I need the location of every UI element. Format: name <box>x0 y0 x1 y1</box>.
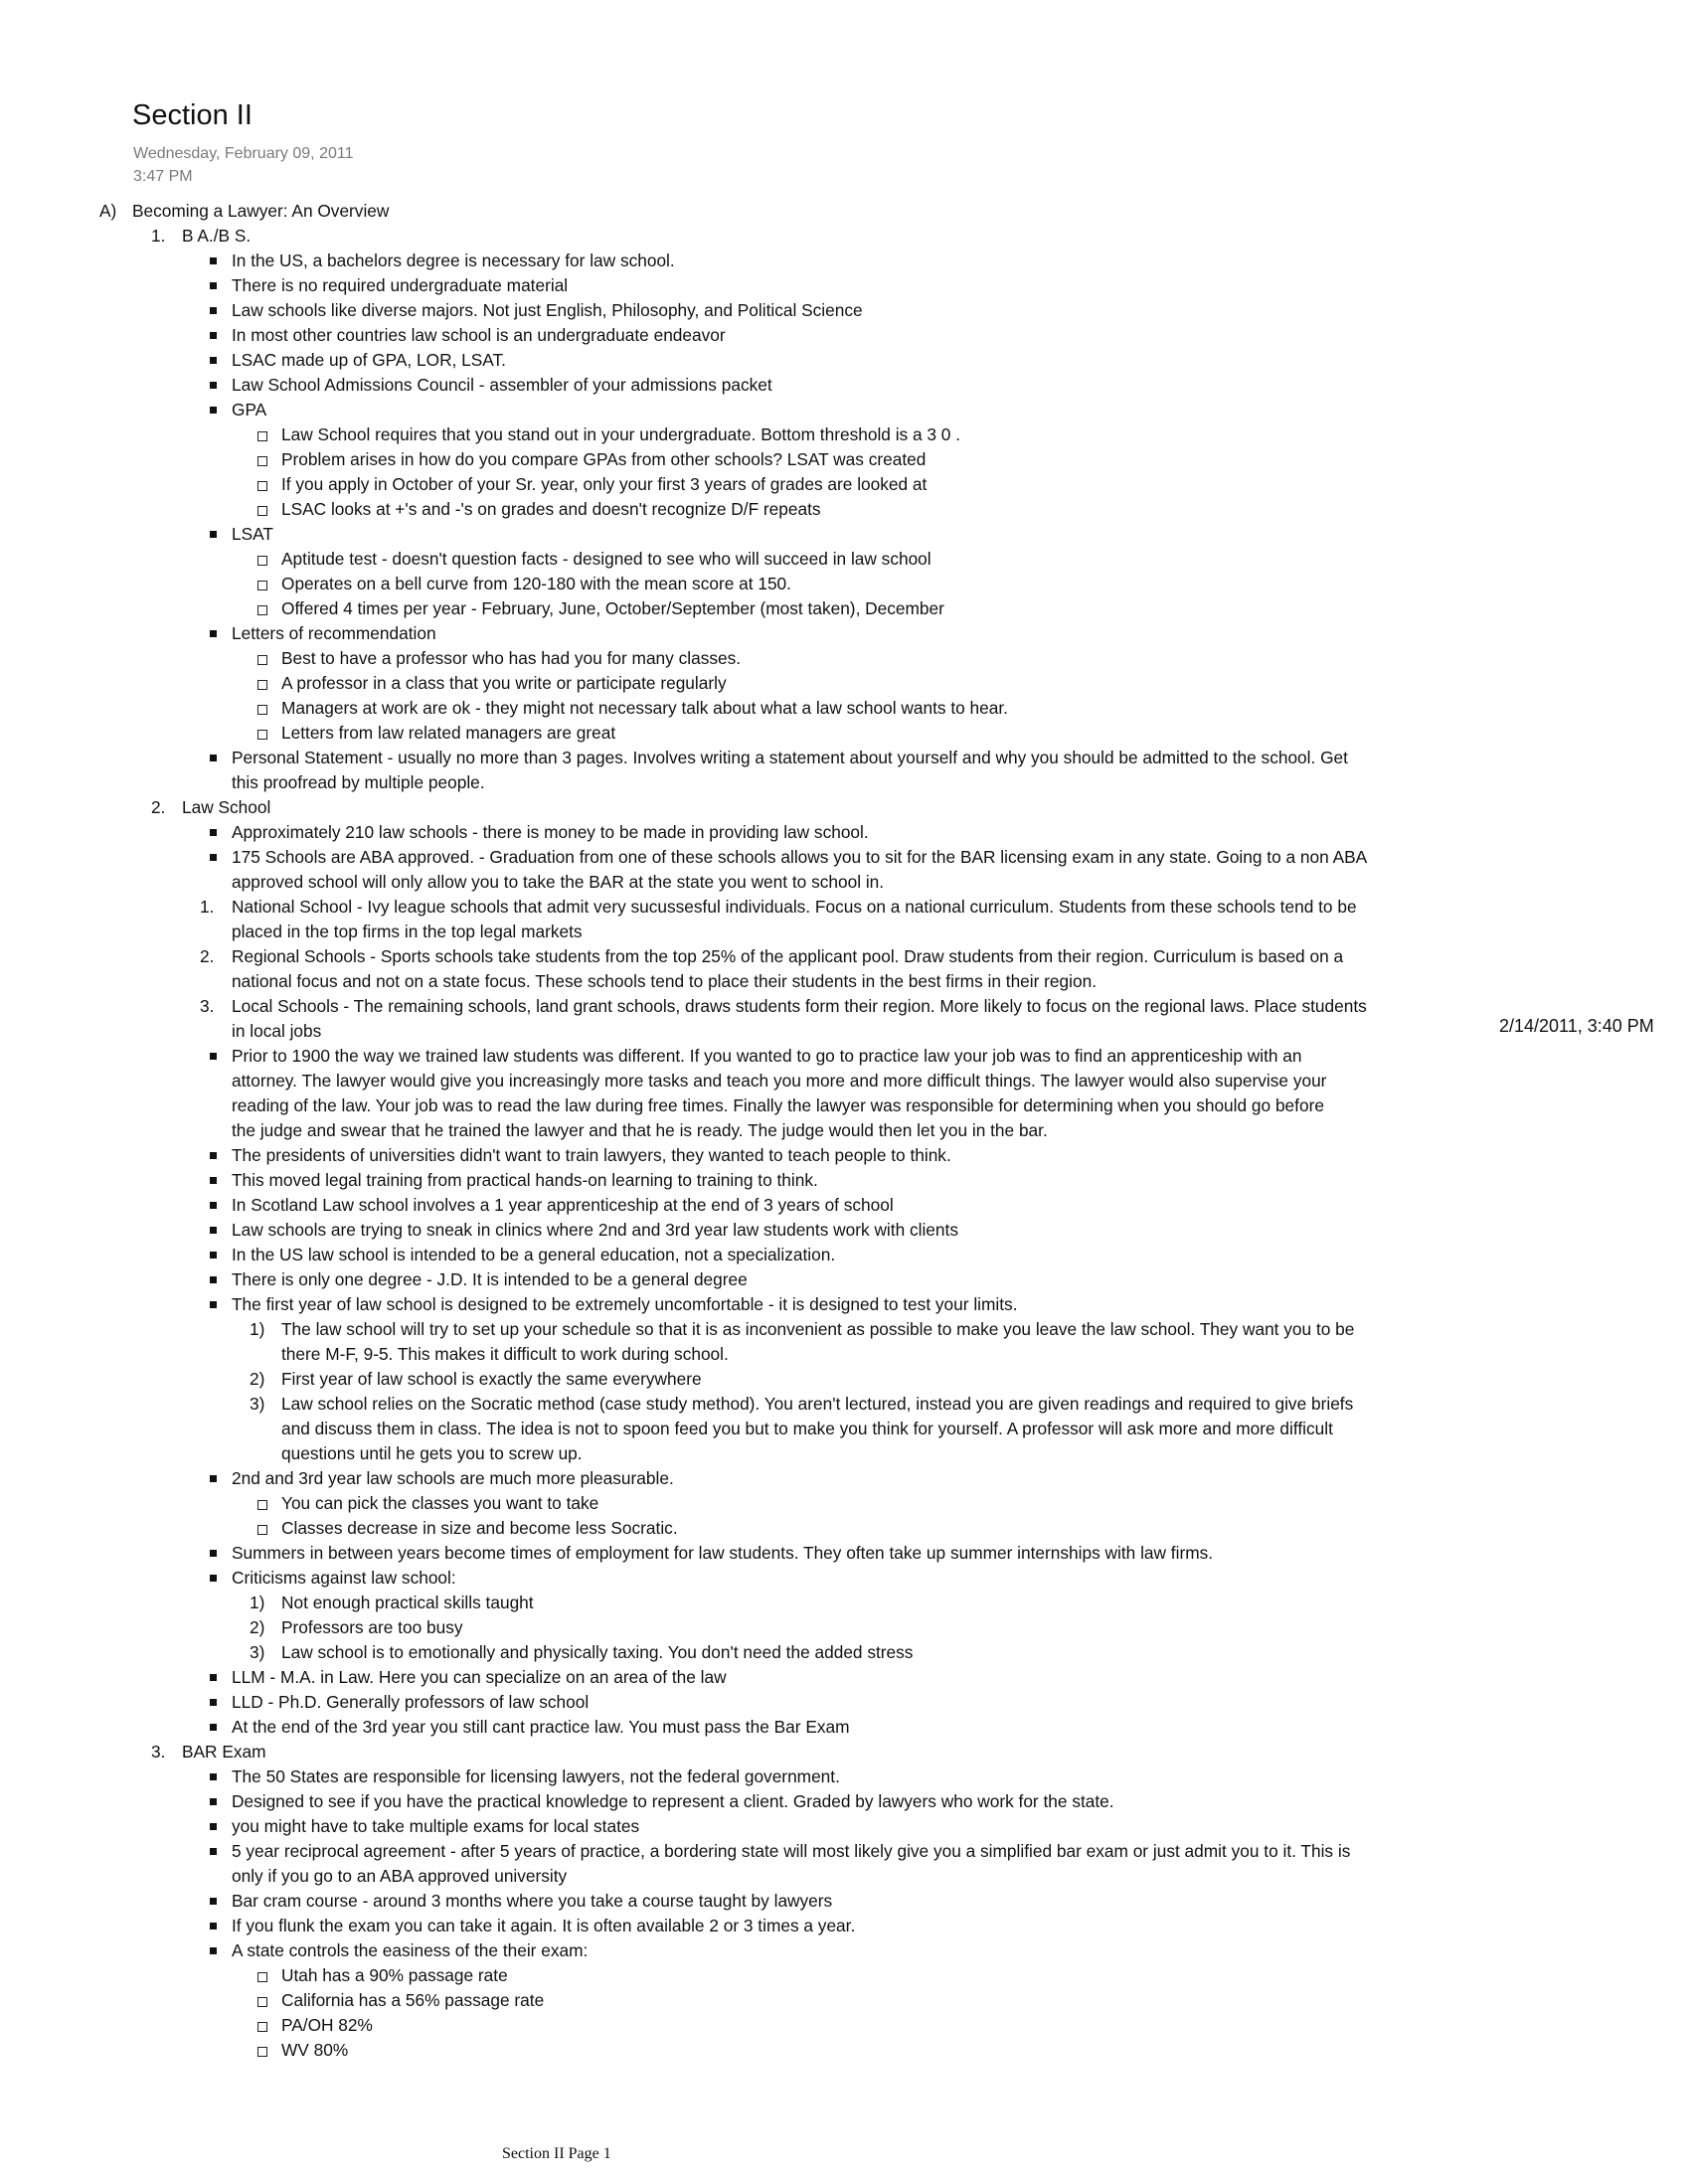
outline-line: Criticisms against law school: <box>232 1568 456 1588</box>
outline-line: At the end of the 3rd year you still cant practice law. You must pass the Bar Exam <box>232 1717 850 1737</box>
square-bullet-icon <box>210 854 217 861</box>
square-bullet-icon <box>210 1202 217 1209</box>
list-marker: 2) <box>250 1369 265 1389</box>
square-bullet-icon <box>210 1699 217 1706</box>
outline-line: Law schools like diverse majors. Not just English, Philosophy, and Political Science <box>232 300 863 320</box>
square-bullet-icon <box>210 1923 217 1930</box>
outline-line: Aptitude test - doesn't question facts - designed to see who will succeed in law school <box>281 549 931 569</box>
outline-line: there M-F, 9-5. This makes it difficult to work during school. <box>281 1344 729 1364</box>
outline-line: A state controls the easiness of the their exam: <box>232 1940 589 1960</box>
list-marker: 2. <box>200 946 215 966</box>
outline-line: There is only one degree - J.D. It is intended to be a general degree <box>232 1269 748 1289</box>
square-bullet-icon <box>210 1475 217 1482</box>
empty-box-bullet-icon <box>257 1525 267 1535</box>
square-bullet-icon <box>210 357 217 364</box>
list-marker: 2) <box>250 1617 265 1637</box>
outline-line: you might have to take multiple exams for local states <box>232 1816 640 1836</box>
list-marker: 3) <box>250 1642 265 1662</box>
outline-line: 2nd and 3rd year law schools are much more pleasurable. <box>232 1468 674 1488</box>
outline-line: placed in the top firms in the top legal markets <box>232 922 583 941</box>
outline-line: In the US, a bachelors degree is necessary for law school. <box>232 251 675 270</box>
outline-line: Not enough practical skills taught <box>281 1593 534 1612</box>
edit-timestamp: 2/14/2011, 3:40 PM <box>1499 1016 1654 1036</box>
outline-line: and discuss them in class. The idea is not to spoon feed you but to make you think for yourself. A professor will ask more and more difficult <box>281 1419 1333 1438</box>
page-title: Section II <box>132 99 253 131</box>
outline-line: Law School Admissions Council - assembler of your admissions packet <box>232 375 772 395</box>
list-marker: 1) <box>250 1319 265 1339</box>
square-bullet-icon <box>210 1575 217 1582</box>
outline-line: Problem arises in how do you compare GPAs from other schools? LSAT was created <box>281 449 927 469</box>
page-footer: Section II Page 1 <box>502 2145 611 2162</box>
outline-line: California has a 56% passage rate <box>281 1990 545 2010</box>
outline-line: Best to have a professor who has had you for many classes. <box>281 648 742 668</box>
list-marker: 3. <box>200 996 215 1016</box>
empty-box-bullet-icon <box>257 481 267 491</box>
square-bullet-icon <box>210 407 217 414</box>
square-bullet-icon <box>210 755 217 761</box>
outline-line: In most other countries law school is an undergraduate endeavor <box>232 325 726 345</box>
square-bullet-icon <box>210 332 217 339</box>
outline-line: approved school will only allow you to take the BAR at the state you went to school in. <box>232 872 885 892</box>
square-bullet-icon <box>210 1276 217 1283</box>
outline-line: In the US law school is intended to be a general education, not a specialization. <box>232 1245 836 1264</box>
outline-line: LSAT <box>232 524 273 544</box>
outline-line: Designed to see if you have the practical knowledge to represent a client. Graded by lawyers who work for the state. <box>232 1791 1114 1811</box>
empty-box-bullet-icon <box>257 581 267 590</box>
outline-line: PA/OH 82% <box>281 2015 373 2035</box>
outline-line: There is no required undergraduate material <box>232 275 569 295</box>
outline-line: Professors are too busy <box>281 1617 463 1637</box>
outline-line: Law School <box>182 797 271 817</box>
empty-box-bullet-icon <box>257 1997 267 2007</box>
square-bullet-icon <box>210 1773 217 1780</box>
square-bullet-icon <box>210 1724 217 1731</box>
outline-line: Prior to 1900 the way we trained law students was different. If you wanted to go to practice law your job was to find an apprenticeship with an <box>232 1046 1302 1066</box>
outline-line: WV 80% <box>281 2040 349 2060</box>
list-marker: 3. <box>151 1742 166 1762</box>
outline-line: attorney. The lawyer would give you increasingly more tasks and teach you more and more difficult things. The lawyer would also supervise your <box>232 1071 1327 1091</box>
outline-line: Personal Statement - usually no more than 3 pages. Involves writing a statement about yourself and why you should be admitted to the school. Get <box>232 748 1348 767</box>
outline-line: LLD - Ph.D. Generally professors of law school <box>232 1692 590 1712</box>
outline-line: only if you go to an ABA approved university <box>232 1866 568 1886</box>
outline-line: Operates on a bell curve from 120-180 with the mean score at 150. <box>281 574 791 593</box>
square-bullet-icon <box>210 1252 217 1259</box>
square-bullet-icon <box>210 1053 217 1060</box>
square-bullet-icon <box>210 1227 217 1234</box>
square-bullet-icon <box>210 257 217 264</box>
outline-line: this proofread by multiple people. <box>232 772 485 792</box>
outline-line: 5 year reciprocal agreement - after 5 years of practice, a bordering state will most likely give you a simplified bar exam or just admit you to it. This is <box>232 1841 1351 1861</box>
outline-line: Local Schools - The remaining schools, land grant schools, draws students form their region. More likely to focus on the regional laws. Place students <box>232 996 1367 1016</box>
outline-line: Letters of recommendation <box>232 623 436 643</box>
square-bullet-icon <box>210 1798 217 1805</box>
list-marker: 3) <box>250 1394 265 1414</box>
outline-line: The 50 States are responsible for licensing lawyers, not the federal government. <box>232 1766 840 1786</box>
list-marker: 2. <box>151 797 166 817</box>
square-bullet-icon <box>210 382 217 389</box>
empty-box-bullet-icon <box>257 556 267 566</box>
outline-line: Law schools are trying to sneak in clinics where 2nd and 3rd year law students work with clients <box>232 1220 958 1240</box>
square-bullet-icon <box>210 1550 217 1557</box>
empty-box-bullet-icon <box>257 680 267 690</box>
list-marker: 1. <box>151 226 166 246</box>
outline-line: This moved legal training from practical hands-on learning to training to think. <box>232 1170 818 1190</box>
outline-line: B A./B S. <box>182 226 252 246</box>
square-bullet-icon <box>210 1674 217 1681</box>
outline-line: Managers at work are ok - they might not necessary talk about what a law school wants to hear. <box>281 698 1008 718</box>
empty-box-bullet-icon <box>257 456 267 466</box>
outline-line: Law school relies on the Socratic method (case study method). You aren't lectured, instead you are given readings and required to give briefs <box>281 1394 1354 1414</box>
outline-line: national focus and not on a state focus. These schools tend to place their students in the best firms in their region. <box>232 971 1098 991</box>
outline-line: In Scotland Law school involves a 1 year apprenticeship at the end of 3 years of school <box>232 1195 894 1215</box>
square-bullet-icon <box>210 829 217 836</box>
square-bullet-icon <box>210 1848 217 1855</box>
outline-line: If you apply in October of your Sr. year, only your first 3 years of grades are looked at <box>281 474 928 494</box>
empty-box-bullet-icon <box>257 655 267 665</box>
outline-line: Bar cram course - around 3 months where you take a course taught by lawyers <box>232 1891 833 1911</box>
empty-box-bullet-icon <box>257 730 267 740</box>
empty-box-bullet-icon <box>257 506 267 516</box>
outline-line: Law school is to emotionally and physically taxing. You don't need the added stress <box>281 1642 914 1662</box>
outline-line: GPA <box>232 400 267 420</box>
outline-line: Regional Schools - Sports schools take students from the top 25% of the applicant pool. Draw students from their region. Curriculum is based on a <box>232 946 1344 966</box>
square-bullet-icon <box>210 630 217 637</box>
empty-box-bullet-icon <box>257 1500 267 1510</box>
outline-line: 175 Schools are ABA approved. - Graduation from one of these schools allows you to sit for the BAR licensing exam in any state. Going to a non ABA <box>232 847 1368 867</box>
empty-box-bullet-icon <box>257 2047 267 2057</box>
outline-line: Utah has a 90% passage rate <box>281 1965 508 1985</box>
empty-box-bullet-icon <box>257 1972 267 1982</box>
square-bullet-icon <box>210 1301 217 1308</box>
square-bullet-icon <box>210 1898 217 1905</box>
outline-line: reading of the law. Your job was to read the law during free times. Finally the lawyer was responsible for determining when you should go before <box>232 1095 1324 1115</box>
outline-line: Law School requires that you stand out in your undergraduate. Bottom threshold is a 3 0 . <box>281 424 961 444</box>
outline-line: Approximately 210 law schools - there is money to be made in providing law school. <box>232 822 869 842</box>
square-bullet-icon <box>210 282 217 289</box>
outline-line: First year of law school is exactly the same everywhere <box>281 1369 702 1389</box>
square-bullet-icon <box>210 307 217 314</box>
outline-line: The presidents of universities didn't want to train lawyers, they wanted to teach people to think. <box>232 1145 951 1165</box>
outline-line: The first year of law school is designed to be extremely uncomfortable - it is designed to test your limits. <box>232 1294 1018 1314</box>
outline-line: If you flunk the exam you can take it again. It is often available 2 or 3 times a year. <box>232 1916 856 1935</box>
outline-line: Offered 4 times per year - February, June, October/September (most taken), December <box>281 598 944 618</box>
square-bullet-icon <box>210 1152 217 1159</box>
outline-line: Classes decrease in size and become less Socratic. <box>281 1518 678 1538</box>
outline-line: LSAC made up of GPA, LOR, LSAT. <box>232 350 506 370</box>
empty-box-bullet-icon <box>257 605 267 615</box>
outline-line: Summers in between years become times of employment for law students. They often take up summer internships with law firms. <box>232 1543 1214 1563</box>
outline-line: You can pick the classes you want to take <box>281 1493 599 1513</box>
outline-line: National School - Ivy league schools that admit very sucussesful individuals. Focus on a national curriculum. Students from these schools tend to be <box>232 897 1357 917</box>
empty-box-bullet-icon <box>257 431 267 441</box>
outline-line: Letters from law related managers are great <box>281 723 616 743</box>
outline-line: in local jobs <box>232 1021 322 1041</box>
list-marker: 1. <box>200 897 215 917</box>
list-marker: 1) <box>250 1593 265 1612</box>
square-bullet-icon <box>210 1947 217 1954</box>
empty-box-bullet-icon <box>257 705 267 715</box>
outline-line: questions until he gets you to screw up. <box>281 1443 583 1463</box>
outline-line: The law school will try to set up your schedule so that it is as inconvenient as possible to make you leave the law school. They want you to be <box>281 1319 1355 1339</box>
outline-line: LLM - M.A. in Law. Here you can specialize on an area of the law <box>232 1667 727 1687</box>
square-bullet-icon <box>210 1823 217 1830</box>
note-date: Wednesday, February 09, 2011 <box>133 145 354 162</box>
square-bullet-icon <box>210 1177 217 1184</box>
outline-line: BAR Exam <box>182 1742 266 1762</box>
list-marker: A) <box>99 201 117 221</box>
outline-line: A professor in a class that you write or participate regularly <box>281 673 727 693</box>
outline-line: Becoming a Lawyer: An Overview <box>132 201 390 221</box>
empty-box-bullet-icon <box>257 2022 267 2032</box>
note-time: 3:47 PM <box>133 168 193 185</box>
outline-line: the judge and swear that he trained the lawyer and that he is ready. The judge would then let you in the bar. <box>232 1120 1048 1140</box>
square-bullet-icon <box>210 531 217 538</box>
outline-line: LSAC looks at +'s and -'s on grades and doesn't recognize D/F repeats <box>281 499 821 519</box>
